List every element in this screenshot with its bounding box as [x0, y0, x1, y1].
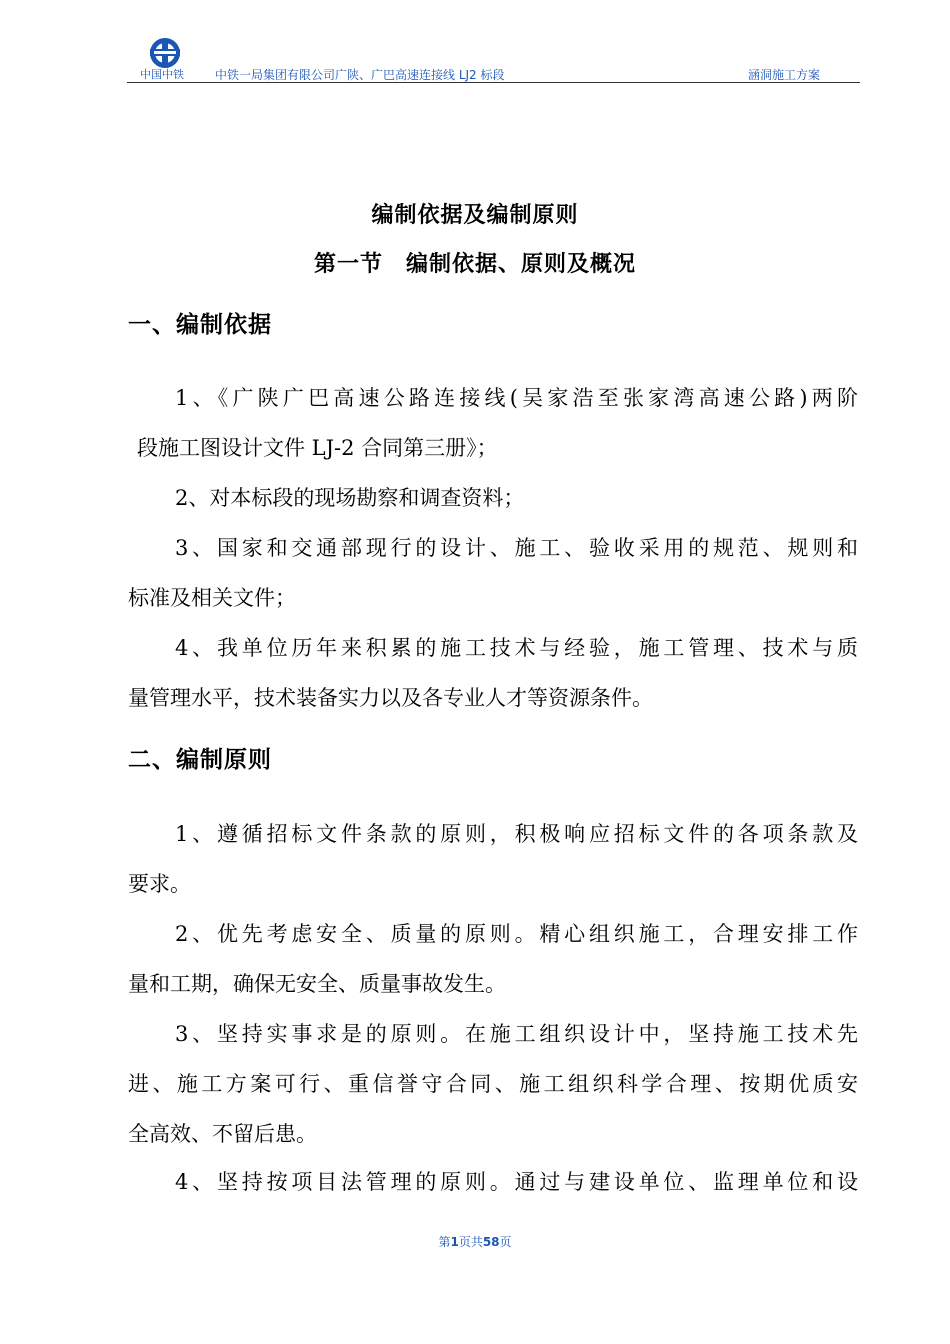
logo-caption: 中国中铁: [140, 68, 184, 81]
main-title: 编制依据及编制原则: [371, 202, 579, 228]
heading-principles: 二、编制原则: [128, 746, 272, 773]
paragraph-line: 1、《广陕广巴高速公路连接线(吴家浩至张家湾高速公路)两阶: [175, 386, 858, 410]
paragraph-line: 3、国家和交通部现行的设计、施工、验收采用的规范、规则和: [175, 536, 858, 560]
section-title: 第一节 编制依据、原则及概况: [313, 251, 636, 277]
paragraph-line: 量和工期，确保无安全、质量事故发生。: [128, 972, 506, 996]
footer-mid: 页共: [458, 1235, 483, 1249]
header-company: 中铁一局集团有限公司广陕、广巴高速连接线 LJ2 标段: [215, 68, 505, 82]
paragraph-line: 段施工图设计文件 LJ-2 合同第三册》；: [137, 436, 498, 460]
paragraph-line: 标准及相关文件；: [128, 586, 296, 610]
paragraph-line: 2、优先考虑安全、质量的原则。精心组织施工，合理安排工作: [175, 922, 858, 946]
paragraph-line: 1、遵循招标文件条款的原则，积极响应招标文件的各项条款及: [175, 822, 858, 846]
page-number: 1: [450, 1235, 459, 1249]
paragraph-line: 3、坚持实事求是的原则。在施工组织设计中，坚持施工技术先: [175, 1022, 858, 1046]
page-total: 58: [482, 1235, 500, 1249]
page-footer: [0, 1233, 950, 1250]
header-doc-title: 涵洞施工方案: [747, 68, 820, 82]
paragraph-line: 量管理水平，技术装备实力以及各专业人才等资源条件。: [128, 686, 653, 710]
paragraph-line: 进、施工方案可行、重信誉守合同、施工组织科学合理、按期优质安: [128, 1072, 858, 1096]
paragraph-line: 2、对本标段的现场勘察和调查资料；: [175, 486, 525, 510]
heading-basis: 一、编制依据: [128, 311, 272, 338]
page-header: [127, 36, 860, 82]
header-rule: [127, 82, 860, 83]
paragraph-line: 4、坚持按项目法管理的原则。通过与建设单位、监理单位和设: [175, 1170, 858, 1194]
paragraph-line: 要求。: [128, 872, 191, 896]
footer-post: 页: [499, 1235, 512, 1249]
footer-pre: 第: [438, 1235, 451, 1249]
paragraph-line: 全高效、不留后患。: [128, 1122, 317, 1146]
paragraph-line: 4、我单位历年来积累的施工技术与经验，施工管理、技术与质: [175, 636, 858, 660]
